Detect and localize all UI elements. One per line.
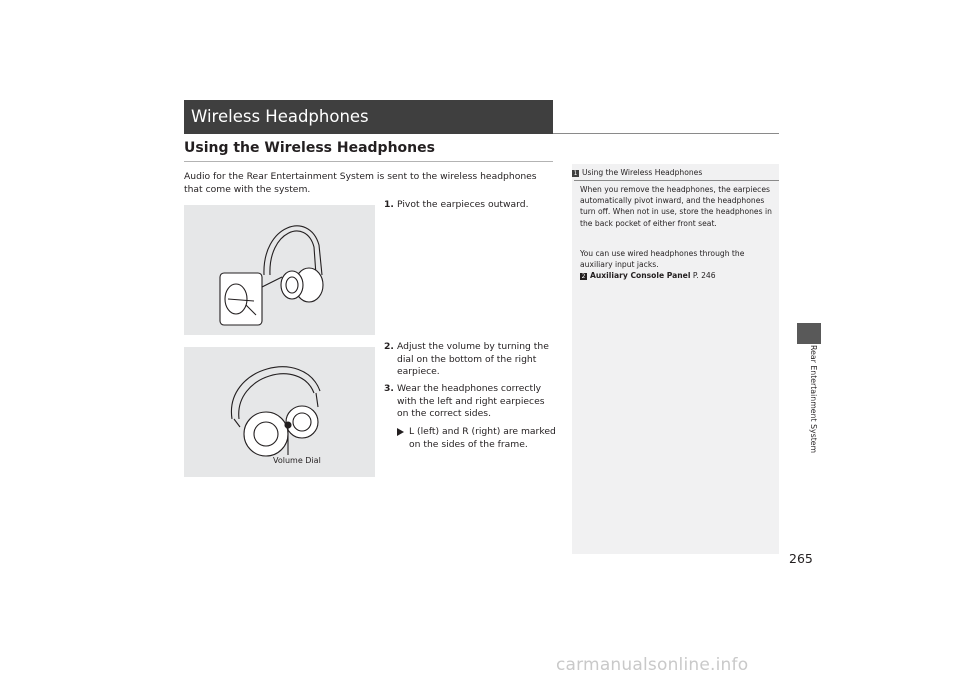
headphones-pivot-illustration	[184, 205, 375, 335]
page-number: 265	[789, 551, 813, 566]
subtitle-rule	[184, 161, 553, 162]
figure-pivot-earpieces	[184, 205, 375, 335]
link-label: Auxiliary Console Panel	[590, 271, 691, 280]
step-number: 2.	[384, 341, 394, 352]
step-text: Pivot the earpieces outward.	[397, 199, 529, 210]
page-subtitle: Using the Wireless Headphones	[184, 140, 435, 156]
link-page: P. 246	[692, 271, 716, 280]
section-header	[184, 100, 553, 134]
step-number: 3.	[384, 383, 394, 394]
step-3	[384, 383, 554, 421]
step-3-note-text: L (left) and R (right) are marked on the sides of the frame.	[409, 426, 556, 450]
watermark: carmanualsonline.info	[556, 655, 749, 675]
note-title	[572, 168, 779, 178]
cross-reference-icon: 2	[581, 273, 586, 280]
step-2	[384, 341, 554, 379]
note-paragraph: You can use wired headphones through the auxiliary input jacks.	[580, 249, 745, 270]
note-rule	[574, 180, 779, 181]
intro-paragraph: Audio for the Rear Entertainment System is sent to the wireless headphones that come with the system.	[184, 171, 537, 195]
header-rule	[553, 133, 779, 134]
step-text: Adjust the volume by turning the dial on the bottom of the right earpiece.	[397, 341, 549, 377]
note-paragraph: When you remove the headphones, the earpieces automatically pivot inward, and the headphones turn off. When not in use, store the headphones in the back pocket of either front seat.	[580, 185, 772, 228]
note-title-text: Using the Wireless Headphones	[582, 168, 703, 177]
note-badge-icon: 1	[573, 170, 578, 177]
chapter-label: Rear Entertainment System	[809, 345, 818, 454]
step-3-note	[397, 426, 557, 451]
chapter-tab[interactable]	[797, 323, 821, 344]
section-title: Wireless Headphones	[191, 107, 369, 126]
step-number: 1.	[384, 199, 394, 210]
volume-dial-label: Volume Dial	[273, 456, 321, 465]
step-text: Wear the headphones correctly with the left and right earpieces on the correct sides.	[397, 383, 545, 419]
step-1	[384, 199, 554, 212]
triangle-bullet-icon	[397, 428, 404, 436]
auxiliary-console-panel-link[interactable]	[580, 270, 716, 281]
